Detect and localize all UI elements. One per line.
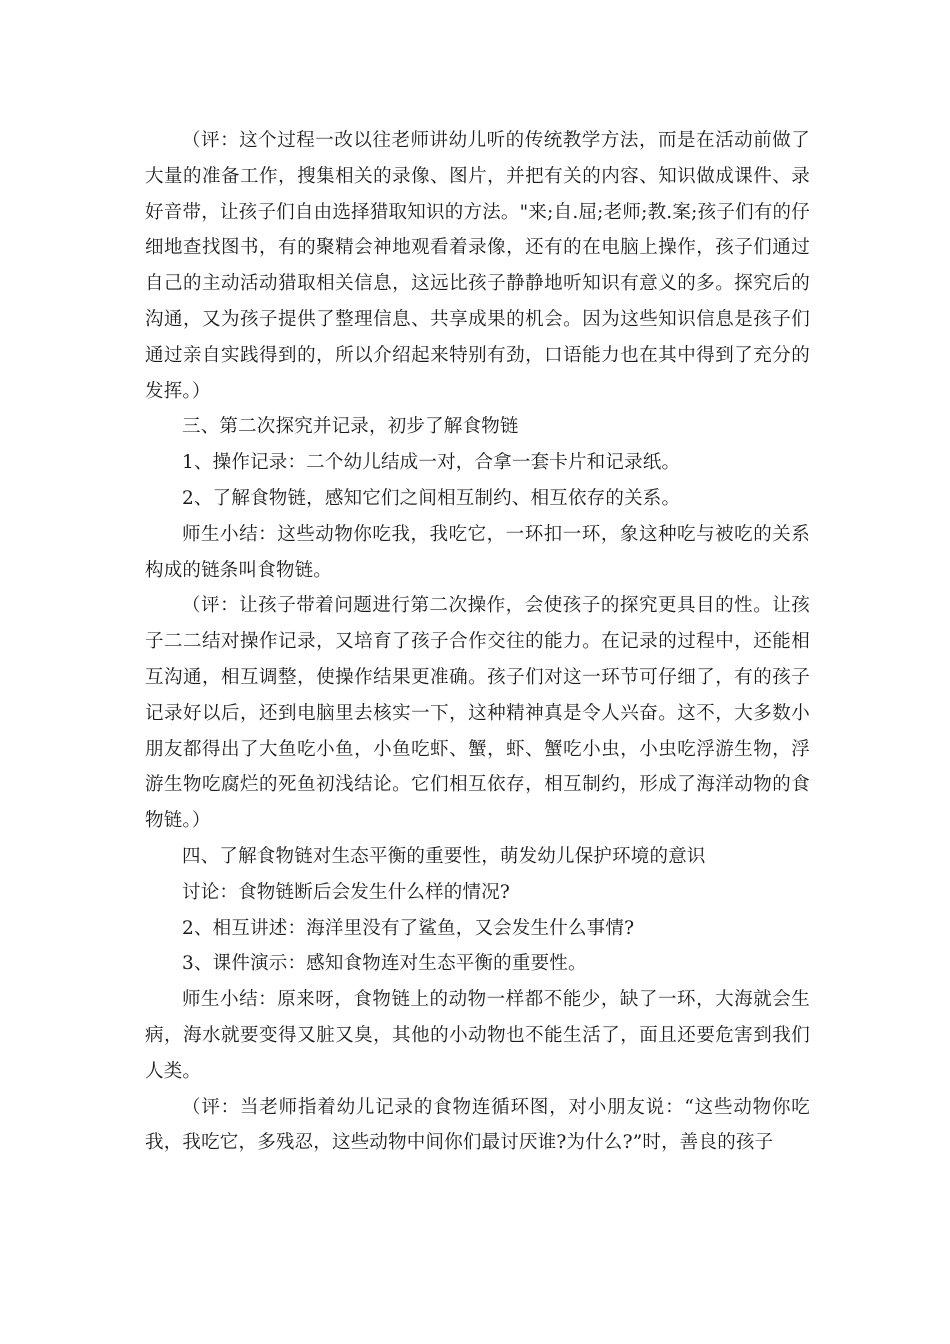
step-courseware-demo: 3、课件演示：感知食物连对生态平衡的重要性。 — [182, 953, 587, 975]
document-body — [145, 123, 810, 1161]
discussion-question: 讨论：食物链断后会发生什么样的情况? — [182, 881, 511, 903]
paragraph-commentary-3: （评：当老师指着幼儿记录的食物连循环图，对小朋友说：“这些动物你吃我，我吃它，多残忍，这些动物中间你们最讨厌谁?为什么?”时，善良的孩子 — [145, 1096, 810, 1154]
paragraph-commentary-2: （评：让孩子带着问题进行第二次操作，会使孩子的探究更具目的性。让孩子二二结对操作记录，又培育了孩子合作交往的能力。在记录的过程中，还能相互沟通，相互调整，使操作结果更准确。孩子们对这一环节可仔细了，有的孩子记录好以后，还到电脑里去核实一下，这种精神真是令人兴奋。这不，大多数小朋友都得出了大鱼吃小鱼，小鱼吃虾、蟹，虾、蟹吃小虫，小虫吃浮游生物，浮游生物吃腐烂的死鱼初浅结论。它们相互依存，相互制约，形成了海洋动物的食物链。） — [145, 595, 810, 832]
step-understand-food-chain: 2、了解食物链，感知它们之间相互制约、相互依存的关系。 — [182, 487, 681, 509]
summary-ecological-balance: 师生小结：原来呀，食物链上的动物一样都不能少，缺了一环，大海就会生病，海水就要变得又脏又臭，其他的小动物也不能生活了，面且还要危害到我们人类。 — [145, 989, 810, 1082]
step-operation-record: 1、操作记录：二个幼儿结成一对，合拿一套卡片和记录纸。 — [182, 452, 681, 474]
summary-food-chain: 师生小结：这些动物你吃我，我吃它，一环扣一环，象这种吃与被吃的关系构成的链条叫食物链。 — [145, 523, 810, 581]
paragraph-commentary-1: （评：这个过程一改以往老师讲幼儿听的传统教学方法，而是在活动前做了大量的准备工作，搜集相关的录像、图片，并把有关的内容、知识做成课件、录好音带，让孩子们自由选择猎取知识的方法。"来;自.屈;老师;教.案;孩子们有的仔细地查找图书，有的聚精会神地观看着录像，还有的在电脑上操作，孩子们通过自己的主动活动猎取相关信息，这远比孩子静静地听知识有意义的多。探究后的沟通，又为孩子提供了整理信息、共享成果的机会。因为这些知识信息是孩子们通过亲自实践得到的，所以介绍起来特别有劲，口语能力也在其中得到了充分的发挥。） — [145, 130, 810, 402]
section-heading-4: 四、了解食物链对生态平衡的重要性，萌发幼儿保护环境的意识 — [182, 845, 706, 867]
step-mutual-narration: 2、相互讲述：海洋里没有了鲨鱼，又会发生什么事情? — [182, 917, 635, 939]
section-heading-3: 三、第二次探究并记录，初步了解食物链 — [182, 416, 519, 438]
